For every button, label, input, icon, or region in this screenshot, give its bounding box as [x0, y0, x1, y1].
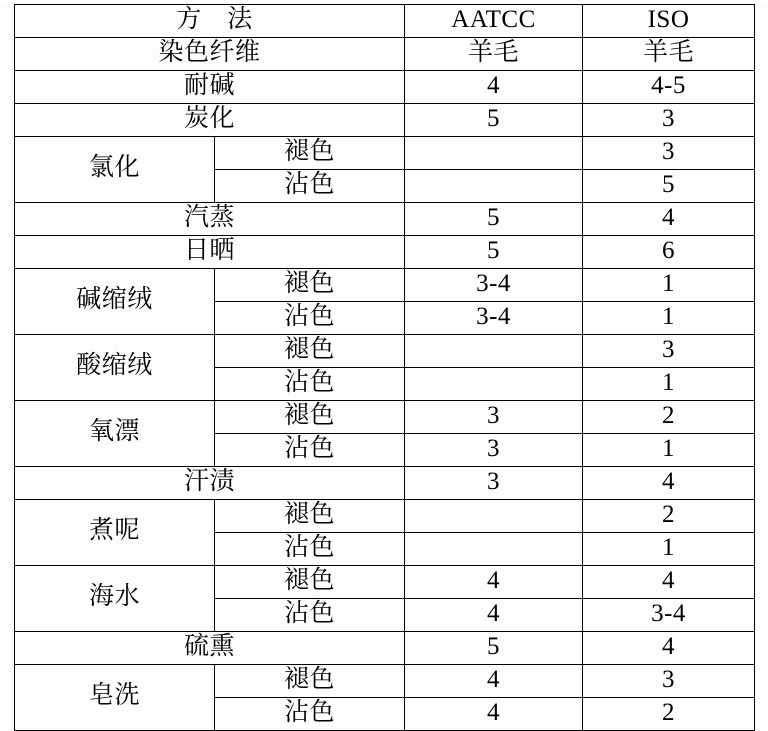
table-row: [15, 104, 755, 137]
row-iso: 4: [583, 467, 755, 500]
row-iso: 6: [583, 236, 755, 269]
row-iso: 5: [583, 170, 755, 203]
row-sub: 褪色: [215, 269, 405, 302]
row-iso: 3: [583, 137, 755, 170]
document-page: [0, 4, 768, 727]
fiber-label: 染色纤维: [15, 38, 405, 71]
header-method: 方 法: [15, 5, 405, 38]
row-aatcc: 3-4: [405, 269, 583, 302]
table-row: [15, 203, 755, 236]
row-sub: 褪色: [215, 566, 405, 599]
row-sub: 褪色: [215, 500, 405, 533]
row-name: 酸缩绒: [15, 335, 215, 401]
table-row: [15, 137, 755, 170]
row-aatcc: [405, 533, 583, 566]
row-aatcc: 4: [405, 599, 583, 632]
header-aatcc: AATCC: [405, 5, 583, 38]
table-row: [15, 467, 755, 500]
row-sub: 沾色: [215, 302, 405, 335]
row-aatcc: 5: [405, 632, 583, 665]
row-aatcc: [405, 368, 583, 401]
row-aatcc: 5: [405, 104, 583, 137]
row-aatcc: 5: [405, 203, 583, 236]
row-sub: 褪色: [215, 137, 405, 170]
row-aatcc: 3: [405, 434, 583, 467]
row-name: 碱缩绒: [15, 269, 215, 335]
row-name: 皂洗: [15, 665, 215, 731]
row-name: 海水: [15, 566, 215, 632]
table-row: [15, 401, 755, 434]
row-aatcc: 5: [405, 236, 583, 269]
row-aatcc: 4: [405, 71, 583, 104]
fiber-aatcc: 羊毛: [405, 38, 583, 71]
row-iso: 3-4: [583, 599, 755, 632]
row-sub: 褪色: [215, 335, 405, 368]
table-row: [15, 566, 755, 599]
row-iso: 3: [583, 104, 755, 137]
row-aatcc: 4: [405, 665, 583, 698]
row-name: 煮呢: [15, 500, 215, 566]
row-iso: 3: [583, 665, 755, 698]
row-iso: 1: [583, 368, 755, 401]
row-iso: 2: [583, 401, 755, 434]
row-name: 氯化: [15, 137, 215, 203]
row-name: 耐碱: [15, 71, 405, 104]
row-aatcc: [405, 170, 583, 203]
row-aatcc: 4: [405, 566, 583, 599]
row-sub: 沾色: [215, 434, 405, 467]
row-sub: 褪色: [215, 665, 405, 698]
row-name: 硫熏: [15, 632, 405, 665]
row-sub: 沾色: [215, 599, 405, 632]
table-row: [15, 665, 755, 698]
row-sub: 沾色: [215, 170, 405, 203]
row-iso: 1: [583, 269, 755, 302]
row-aatcc: [405, 137, 583, 170]
row-aatcc: 3-4: [405, 302, 583, 335]
row-aatcc: 3: [405, 467, 583, 500]
row-name: 日晒: [15, 236, 405, 269]
row-sub: 沾色: [215, 533, 405, 566]
row-sub: 沾色: [215, 368, 405, 401]
colorfastness-table: [14, 4, 755, 731]
row-sub: 沾色: [215, 698, 405, 731]
table-row: [15, 632, 755, 665]
row-name: 炭化: [15, 104, 405, 137]
table-row: [15, 269, 755, 302]
row-name: 汗渍: [15, 467, 405, 500]
row-iso: 4: [583, 566, 755, 599]
row-name: 氧漂: [15, 401, 215, 467]
row-aatcc: [405, 500, 583, 533]
row-name: 汽蒸: [15, 203, 405, 236]
row-iso: 1: [583, 302, 755, 335]
row-iso: 4: [583, 632, 755, 665]
row-iso: 3: [583, 335, 755, 368]
fiber-iso: 羊毛: [583, 38, 755, 71]
row-iso: 1: [583, 533, 755, 566]
row-iso: 4: [583, 203, 755, 236]
row-iso: 4-5: [583, 71, 755, 104]
table-row-fiber: [15, 38, 755, 71]
row-aatcc: 4: [405, 698, 583, 731]
table-row: [15, 335, 755, 368]
row-iso: 2: [583, 698, 755, 731]
row-iso: 1: [583, 434, 755, 467]
row-sub: 褪色: [215, 401, 405, 434]
table-header-row: [15, 5, 755, 38]
row-aatcc: 3: [405, 401, 583, 434]
header-iso: ISO: [583, 5, 755, 38]
table-row: [15, 71, 755, 104]
row-aatcc: [405, 335, 583, 368]
table-row: [15, 500, 755, 533]
row-iso: 2: [583, 500, 755, 533]
table-row: [15, 236, 755, 269]
